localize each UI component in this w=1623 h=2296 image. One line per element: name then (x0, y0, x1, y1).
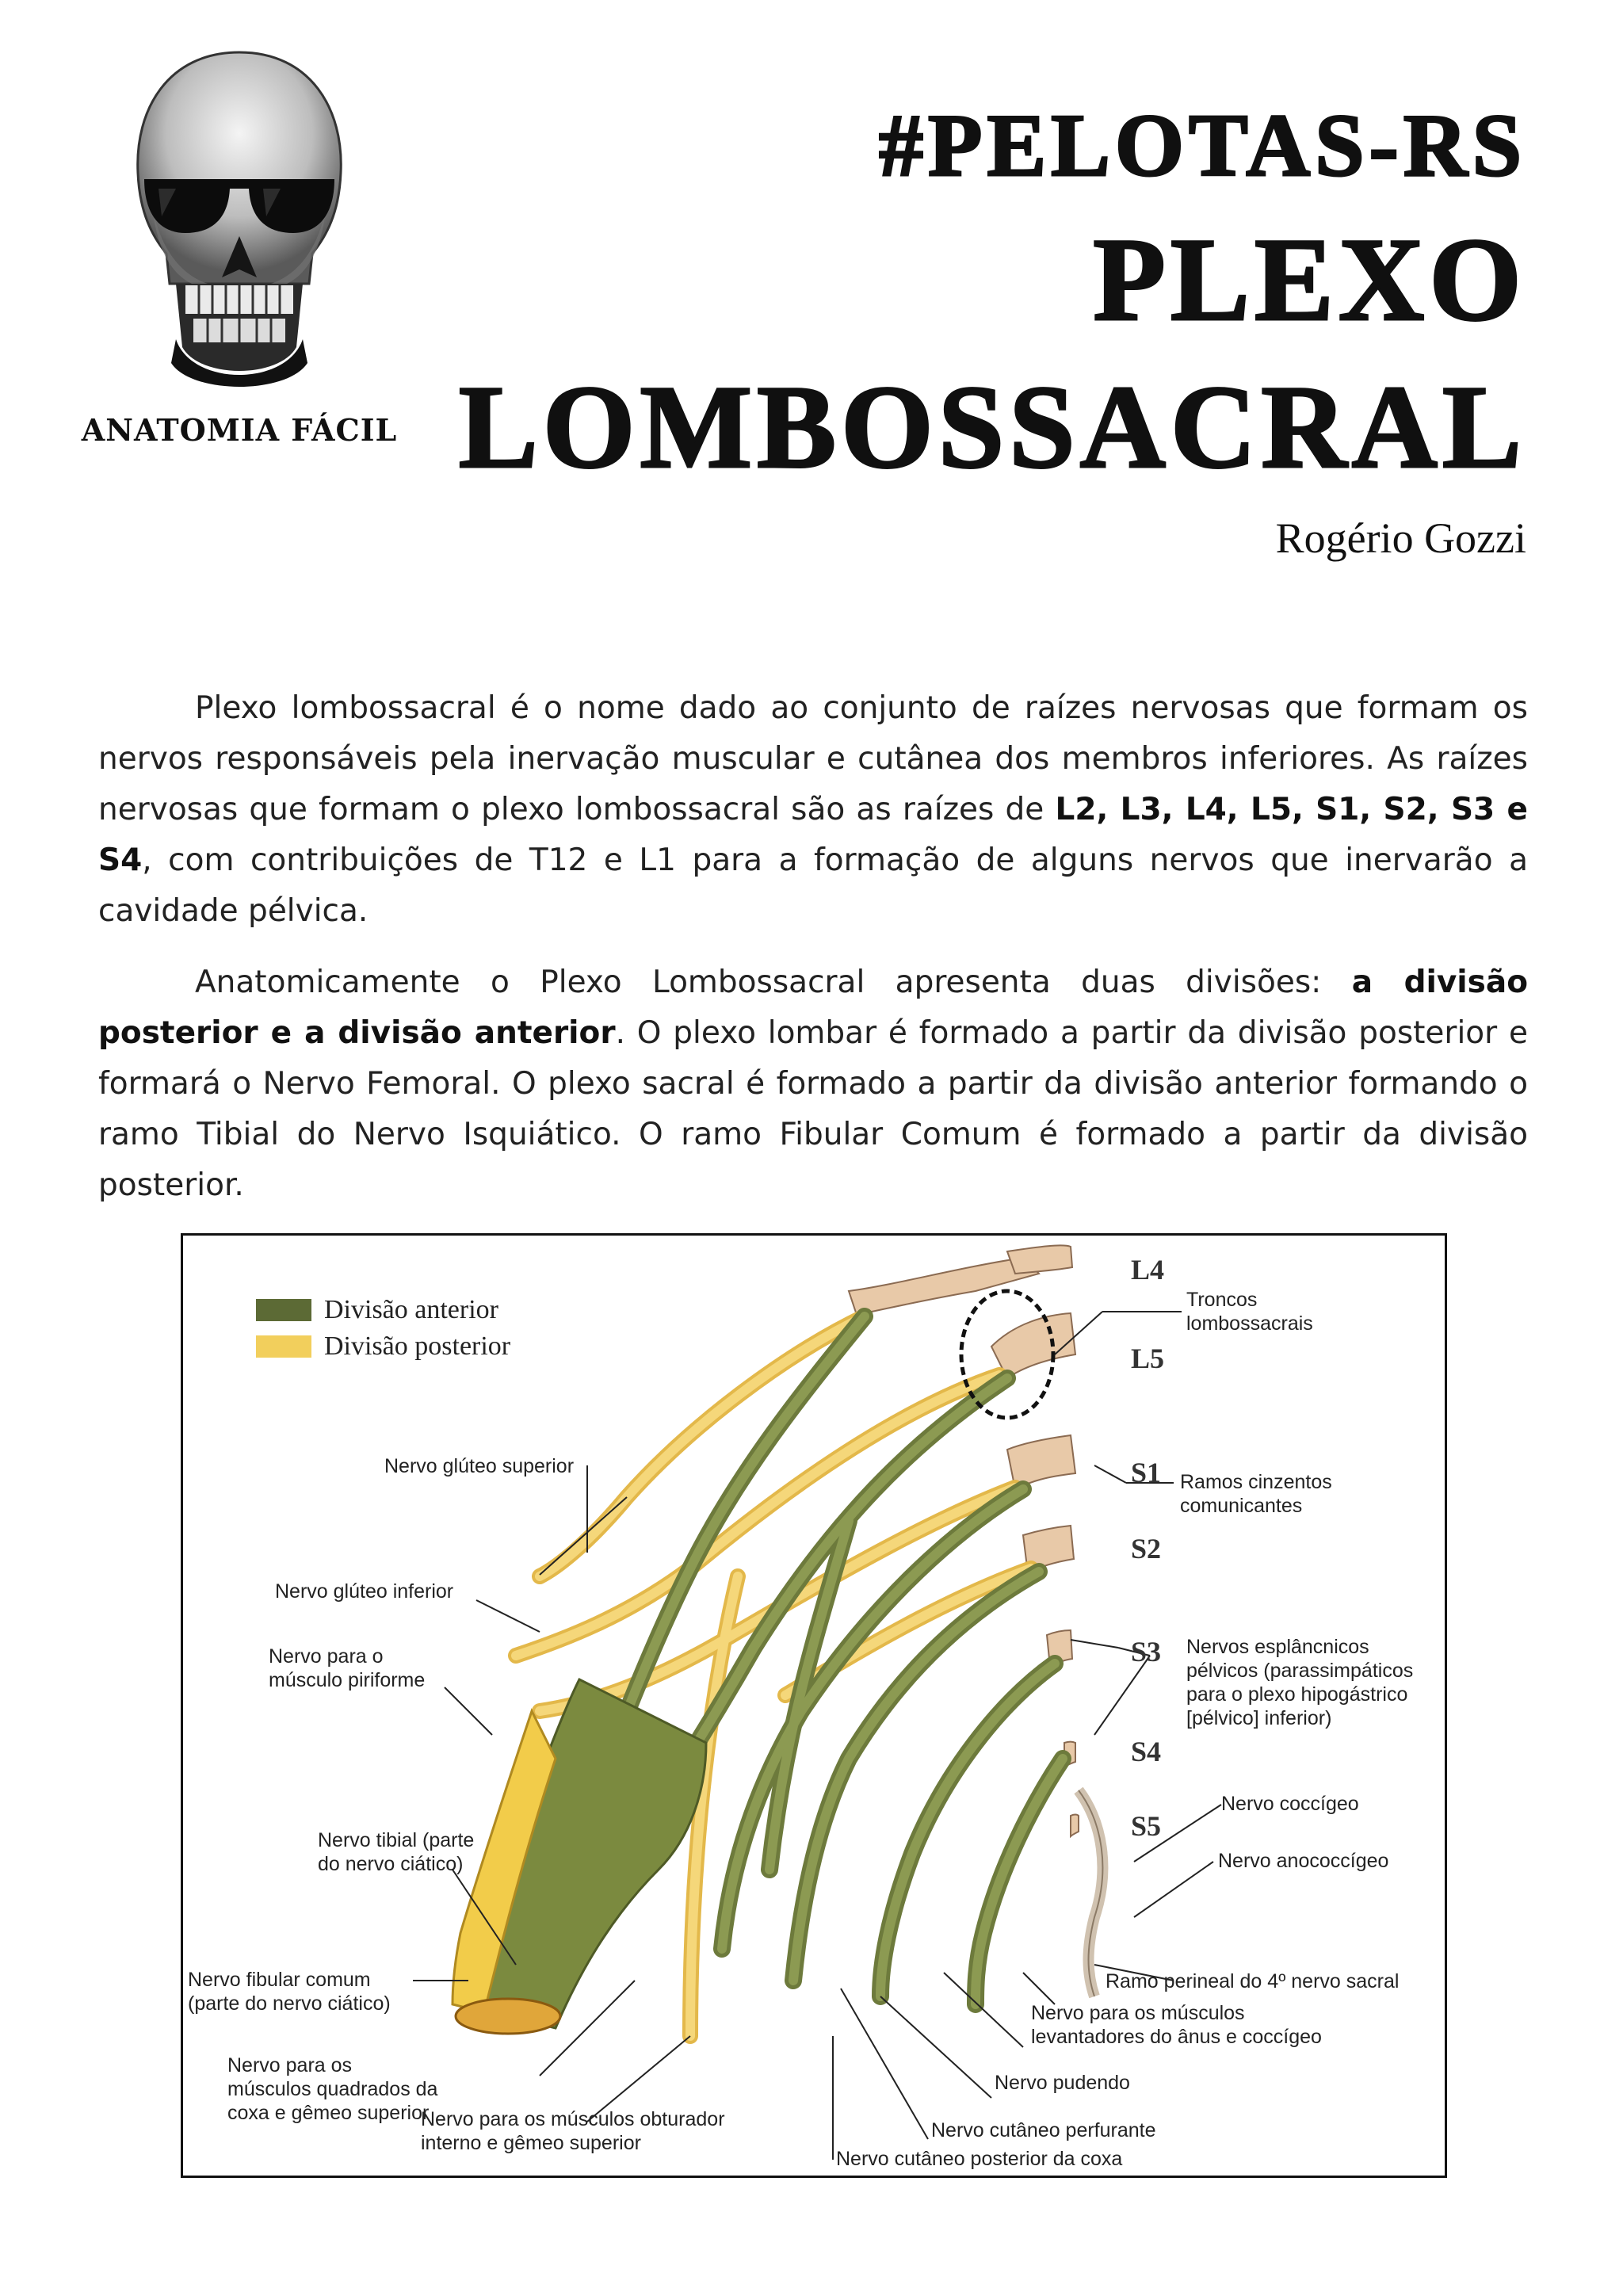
label-troncos: Troncos lombossacrais (1186, 1289, 1313, 1335)
page-title-line1: PLEXO (1093, 214, 1526, 346)
legend-item-anterior (256, 1297, 498, 1323)
level-s5: S5 (1131, 1810, 1162, 1842)
paragraph-1 (98, 683, 1528, 937)
paragraph-text: Plexo lombossacral é o nome dado ao conjunto de raízes nervosas que formam os nervos responsáveis pela inervação muscular e cutânea dos membros inferiores. As raízes nervosas que formam o plexo lombossacral são as raízes de (98, 690, 1528, 827)
title-block (458, 97, 1526, 563)
paragraph-text: . O plexo lombar é formado a partir da divisão posterior e formará o Nervo Femoral. O plexo sacral é formado a partir da divisão anterior formando o ramo Tibial do Nervo Isquiático. O ramo Fibular Comum é formado a partir da divisão posterior. (98, 1015, 1528, 1203)
level-l4: L4 (1131, 1254, 1165, 1286)
level-s3: S3 (1131, 1636, 1162, 1668)
legend-label: Divisão anterior (324, 1295, 498, 1324)
legend-swatch (256, 1335, 311, 1358)
label-anococcigeo: Nervo anococcígeo (1218, 1850, 1389, 1872)
label-perineal: Ramo perineal do 4º nervo sacral (1106, 1970, 1400, 1992)
logo-text: ANATOMIA FÁCIL (81, 412, 398, 448)
legend-swatch (256, 1299, 311, 1321)
paragraph-bold: L2, L3, L4, L5, S1, S2, S3 e S4 (98, 792, 1528, 878)
level-s4: S4 (1131, 1736, 1162, 1767)
label-gluteo-inferior: Nervo glúteo inferior (275, 1580, 454, 1603)
level-s2: S2 (1131, 1533, 1162, 1564)
label-perfurante: Nervo cutâneo perfurante (931, 2119, 1156, 2141)
paragraph-text: , com contribuições de T12 e L1 para a formação de alguns nervos que inervarão a cavidade pélvica. (98, 842, 1528, 929)
level-l5: L5 (1131, 1343, 1165, 1374)
label-ramos: Ramos cinzentos comunicantes (1180, 1471, 1332, 1517)
paragraph-2 (98, 957, 1528, 1211)
label-coccigeo: Nervo coccígeo (1221, 1793, 1359, 1815)
label-esplancnicos: Nervos esplâncnicos pélvicos (parassimpáticos para o plexo hipogástrico [pélvico] inferior) (1186, 1636, 1414, 1729)
hashtag-title: #PELOTAS-RS (879, 97, 1526, 195)
level-s1: S1 (1131, 1457, 1162, 1488)
legend-label: Divisão posterior (324, 1331, 511, 1361)
label-gluteo-superior: Nervo glúteo superior (384, 1455, 575, 1477)
label-pudendo: Nervo pudendo (995, 2072, 1130, 2094)
label-tibial: Nervo tibial (parte do nervo ciático) (318, 1829, 475, 1875)
legend-item-posterior (256, 1331, 511, 1361)
author-name: Rogério Gozzi (1275, 514, 1526, 562)
label-piriforme: Nervo para o músculo piriforme (269, 1645, 426, 1691)
paragraph-bold: a divisão posterior e a divisão anterior (98, 965, 1528, 1051)
body-text (98, 683, 1528, 1232)
label-fibular: Nervo fibular comum (parte do nervo ciático) (188, 1969, 391, 2015)
paragraph-text: Anatomicamente o Plexo Lombossacral apresenta duas divisões: (195, 965, 1352, 1000)
page-title-line2: LOMBOSSACRAL (458, 361, 1526, 493)
plexus-diagram (181, 1233, 1447, 2178)
skull-icon (120, 46, 358, 395)
label-obturador: Nervo para os músculos obturador interno e gêmeo superior (421, 2108, 725, 2154)
label-levantadores: Nervo para os músculos levantadores do ânus e coccígeo (1031, 2002, 1322, 2048)
label-cutaneo-posterior: Nervo cutâneo posterior da coxa (836, 2148, 1123, 2170)
logo (73, 46, 406, 458)
label-quadrados: Nervo para os músculos quadrados da coxa e gêmeo superior (227, 2054, 438, 2124)
